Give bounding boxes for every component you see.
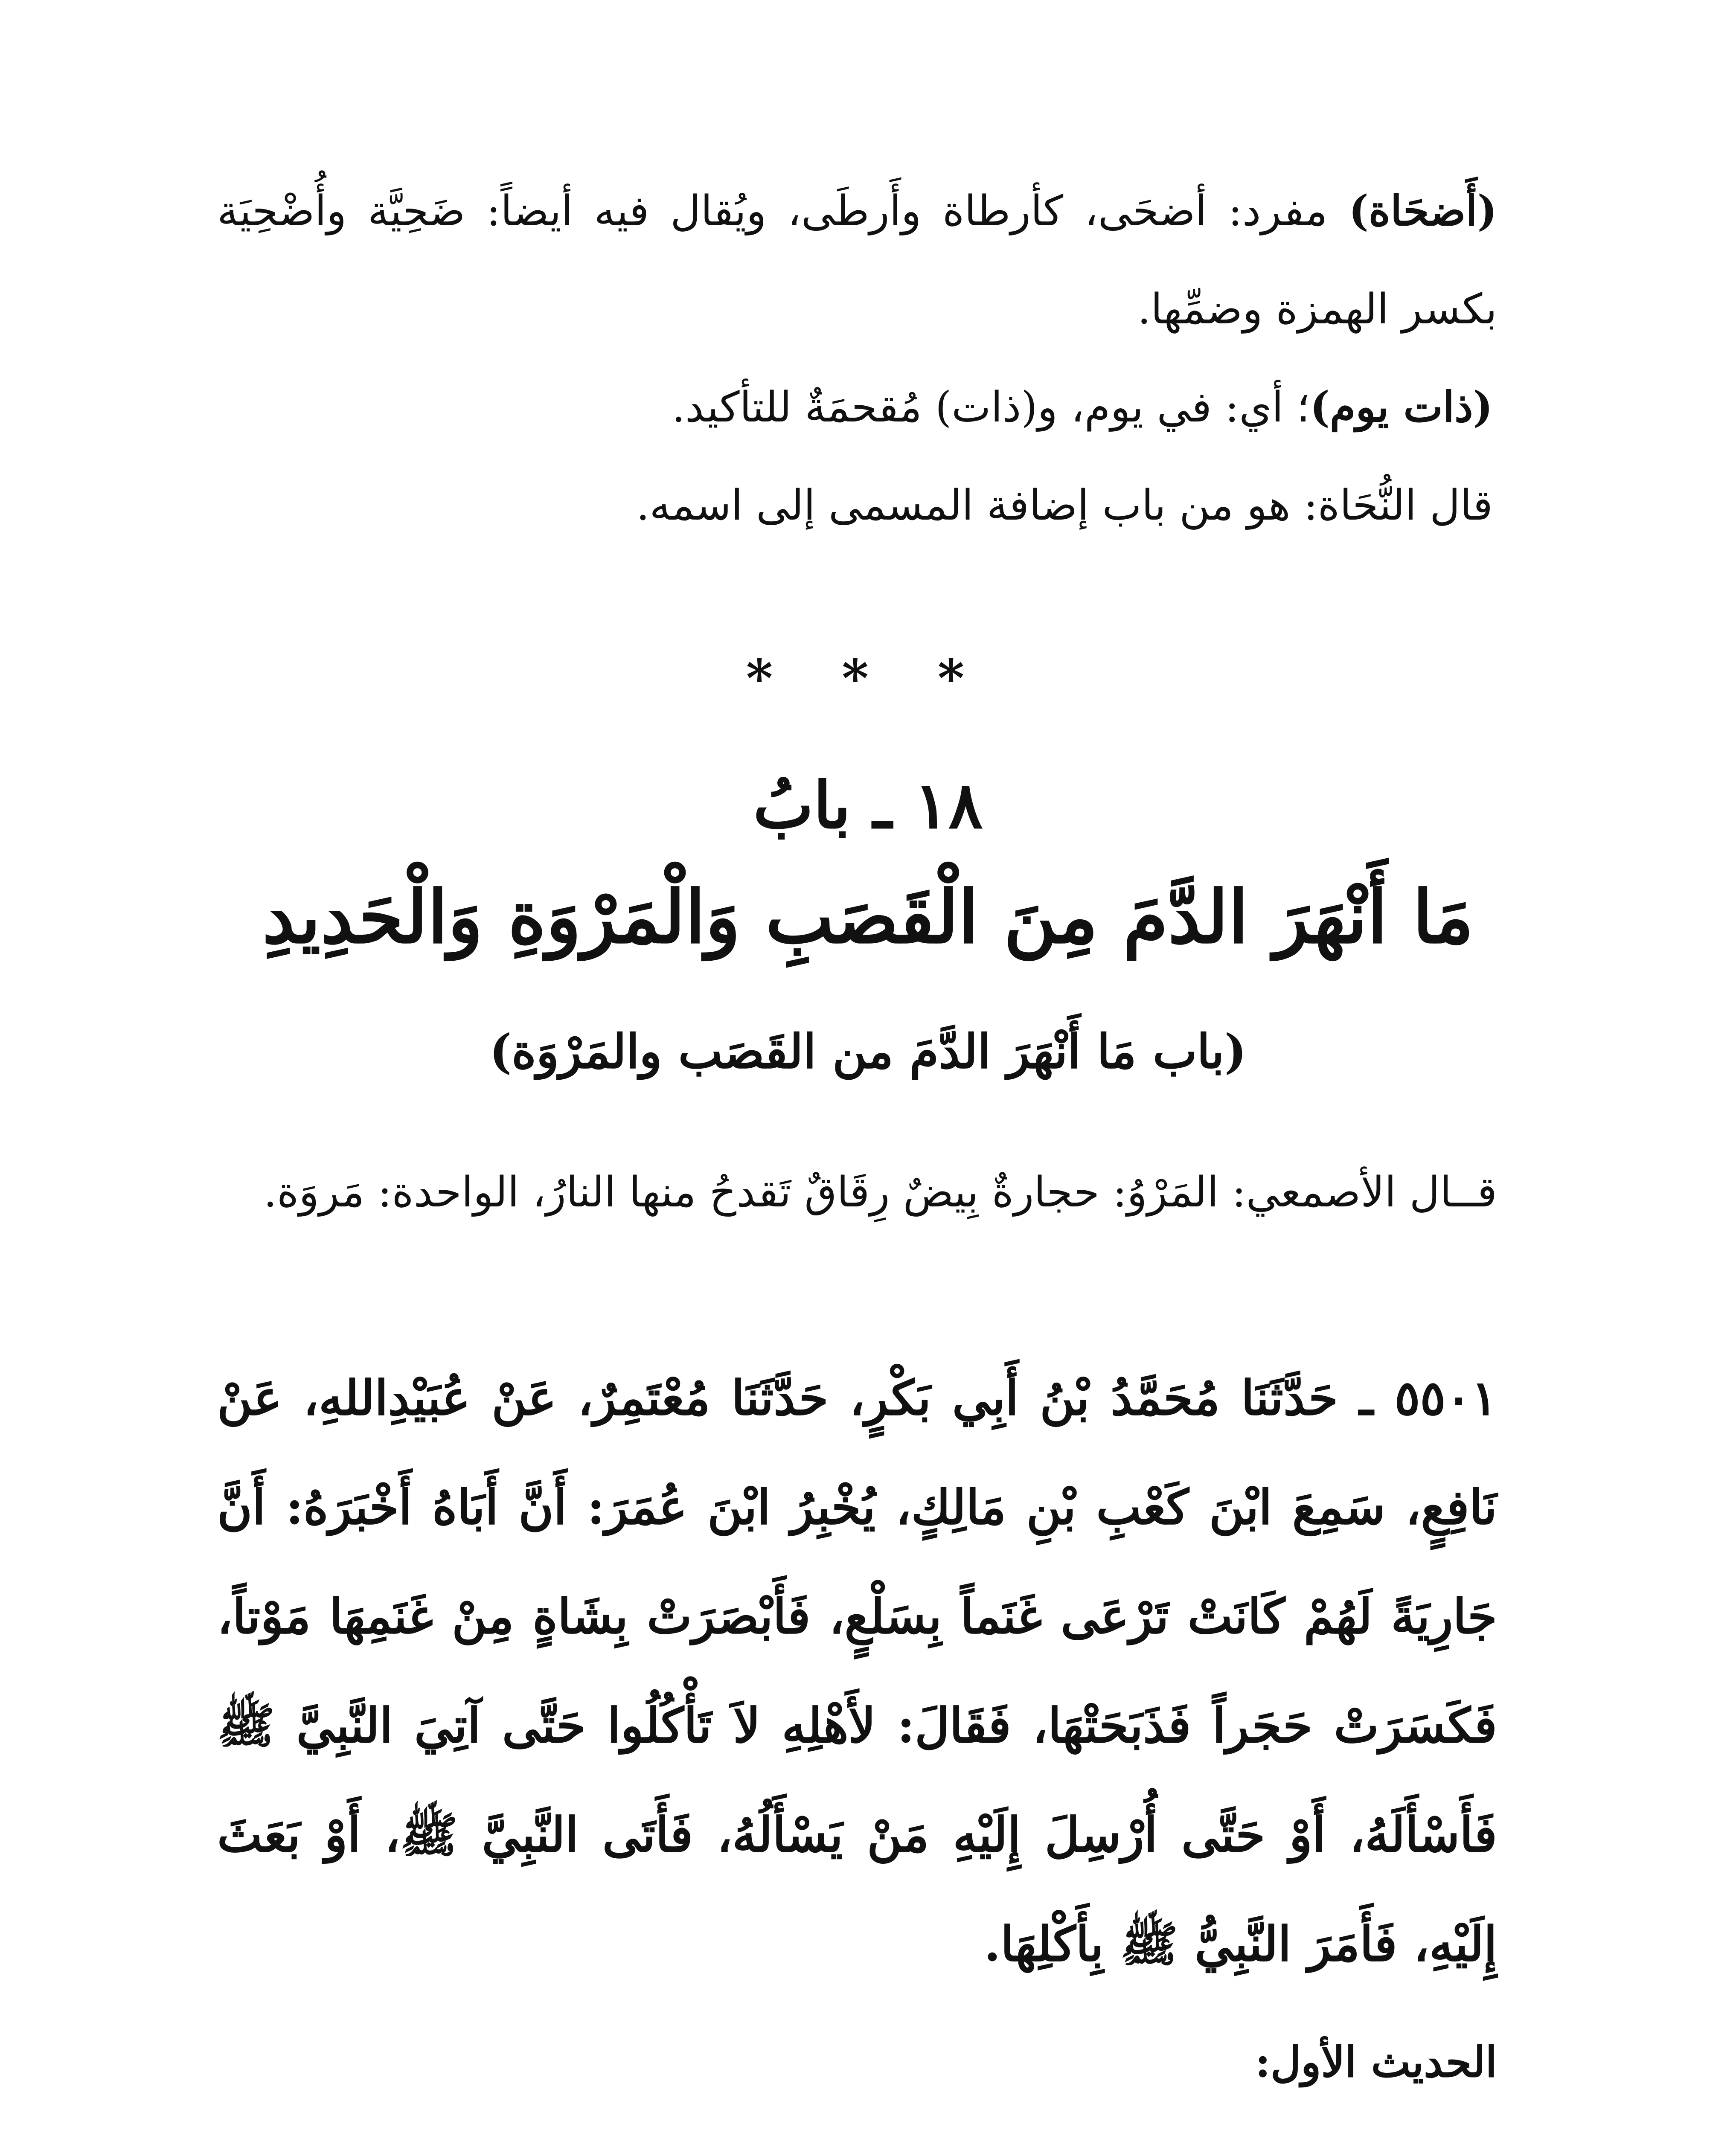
adhat-explanation: مفرد: أضحَى، كأرطاة وأَرطَى، ويُقال فيه أيضاً: ضَحِيَّة وأُضْحِيَة بكسر الهمزة وضمِّها. <box>217 187 1497 334</box>
chapter-title: مَا أَنْهَرَ الدَّمَ مِنَ الْقَصَبِ وَالْمَرْوَةِ وَالْحَدِيدِ <box>262 875 1474 960</box>
first-hadith-notes <box>217 2014 1497 2133</box>
definition-paragraph: قــال الأصمعي: المَرْوُ: حجارةٌ بِيضٌ رِقَاقٌ تَقدحُ منها النارُ، الواحدة: مَروَة. <box>263 1168 1497 1217</box>
top-commentary <box>217 162 1497 555</box>
salaa-note <box>217 2120 1497 2133</box>
chapter-number: ١٨ ـ بابُ <box>753 768 983 843</box>
dhat-yawm-explanation: ؛ أي: في يوم، و(ذات) مُقحمَةٌ للتأكيد. <box>672 383 1310 432</box>
commentary-paragraph-dhat-yawm <box>217 358 1497 456</box>
definition-block <box>217 1143 1497 1241</box>
chapter-subheading: (باب مَا أَنْهَرَ الدَّمَ من القَصَب والمَرْوَة) <box>489 1024 1247 1079</box>
term-adhat: (أَضحَاة) <box>1349 186 1497 235</box>
commentary-paragraph-adhat <box>217 162 1497 358</box>
first-hadith-heading: الحديث الأول: <box>1255 2038 1497 2087</box>
hadith-block <box>217 1344 1497 1999</box>
term-dhat-yawm: (ذات يوم) <box>1310 383 1493 432</box>
commentary-paragraph-nuhat: قال النُّحَاة: هو من باب إضافة المسمى إلى اسمه. <box>636 481 1493 530</box>
hadith-text: ٥٥٠١ ـ حَدَّثَنَا مُحَمَّدُ بْنُ أَبِي بَكْرٍ، حَدَّثَنَا مُعْتَمِرٌ، عَنْ عُبَيْدِاللهِ، عَنْ نَافِعٍ، سَمِعَ ابْنَ كَعْبِ بْنِ مَالِكٍ، يُخْبِرُ ابْنَ عُمَرَ: أَنَّ أَبَاهُ أَخْبَرَهُ: أَنَّ جَارِيَةً لَهُمْ كَانَتْ تَرْعَى غَنَماً بِسَلْعٍ، فَأَبْصَرَتْ بِشَاةٍ مِنْ غَنَمِهَا مَوْتاً، فَكَسَرَتْ حَجَراً فَذَبَحَتْهَا، فَقَالَ: لأَهْلِهِ لاَ تَأْكُلُوا حَتَّى آتِيَ النَّبِيَّ ﷺ فَأَسْأَلَهُ، أَوْ حَتَّى أُرْسِلَ إِلَيْهِ مَنْ يَسْأَلُهُ، فَأَتَى النَّبِيَّ ﷺ، أَوْ بَعَثَ إِلَيْهِ، فَأَمَرَ النَّبِيُّ ﷺ بِأَكْلِهَا. <box>217 1370 1498 1972</box>
section-separator: * * * <box>746 648 990 709</box>
